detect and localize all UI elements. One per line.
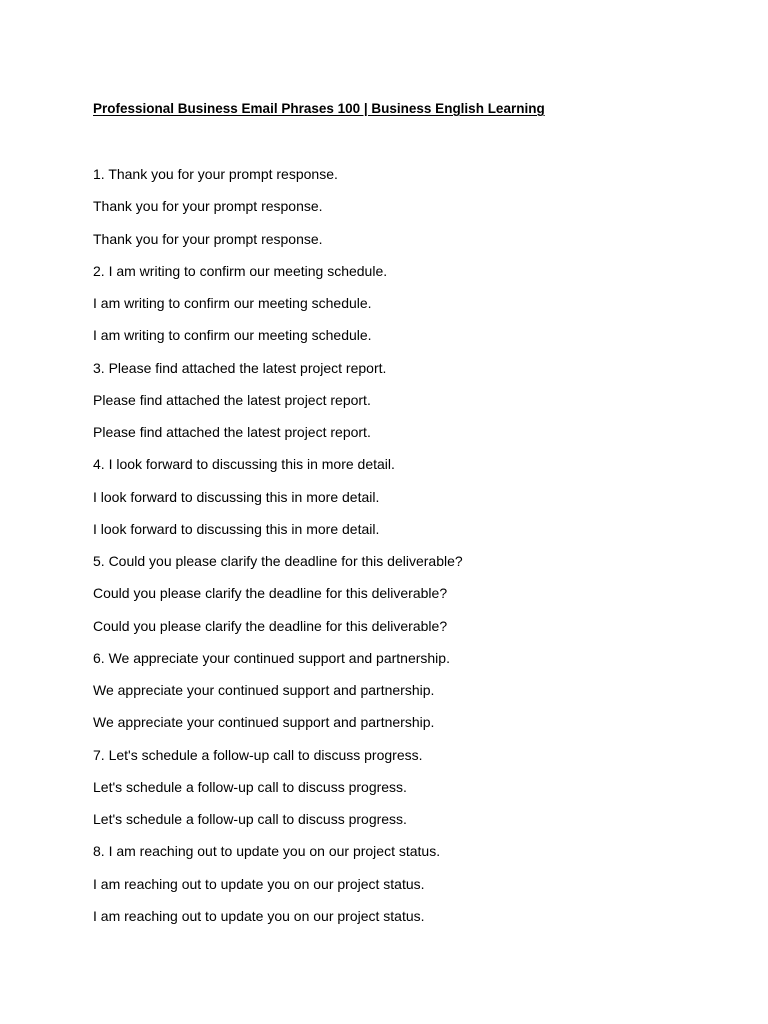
phrase-line: I am reaching out to update you on our project status.: [93, 907, 425, 924]
document-title: Professional Business Email Phrases 100 | Business English Learning: [93, 101, 545, 116]
phrase-line: I am writing to confirm our meeting schedule.: [93, 327, 372, 344]
phrase-line: Please find attached the latest project report.: [93, 391, 371, 408]
phrase-line: We appreciate your continued support and partnership.: [93, 714, 435, 731]
phrase-line: I am writing to confirm our meeting schedule.: [93, 295, 372, 311]
phrase-line: 1. Thank you for your prompt response.: [93, 166, 338, 182]
phrase-line: Let's schedule a follow-up call to discuss progress.: [93, 811, 407, 827]
phrase-line: I look forward to discussing this in more detail.: [93, 488, 380, 505]
phrase-line: I look forward to discussing this in more detail.: [93, 520, 380, 537]
phrase-line: 7. Let's schedule a follow-up call to discuss progress.: [93, 746, 423, 763]
phrase-line: Please find attached the latest project report.: [93, 424, 371, 440]
phrase-list: [93, 166, 713, 940]
phrase-line: Let's schedule a follow-up call to discuss progress.: [93, 778, 407, 795]
phrase-line: Thank you for your prompt response.: [93, 198, 323, 215]
phrase-line: Thank you for your prompt response.: [93, 230, 323, 247]
phrase-line: We appreciate your continued support and partnership.: [93, 682, 435, 698]
phrase-line: 3. Please find attached the latest project report.: [93, 359, 387, 376]
phrase-line: 4. I look forward to discussing this in more detail.: [93, 456, 395, 473]
phrase-line: 2. I am writing to confirm our meeting schedule.: [93, 262, 388, 279]
phrase-line: 6. We appreciate your continued support and partnership.: [93, 649, 450, 666]
phrase-line: I am reaching out to update you on our project status.: [93, 875, 425, 892]
phrase-line: 5. Could you please clarify the deadline for this deliverable?: [93, 553, 463, 569]
phrase-line: 8. I am reaching out to update you on our project status.: [93, 843, 441, 860]
phrase-line: Could you please clarify the deadline for this deliverable?: [93, 585, 448, 602]
phrase-line: Could you please clarify the deadline for this deliverable?: [93, 617, 448, 634]
